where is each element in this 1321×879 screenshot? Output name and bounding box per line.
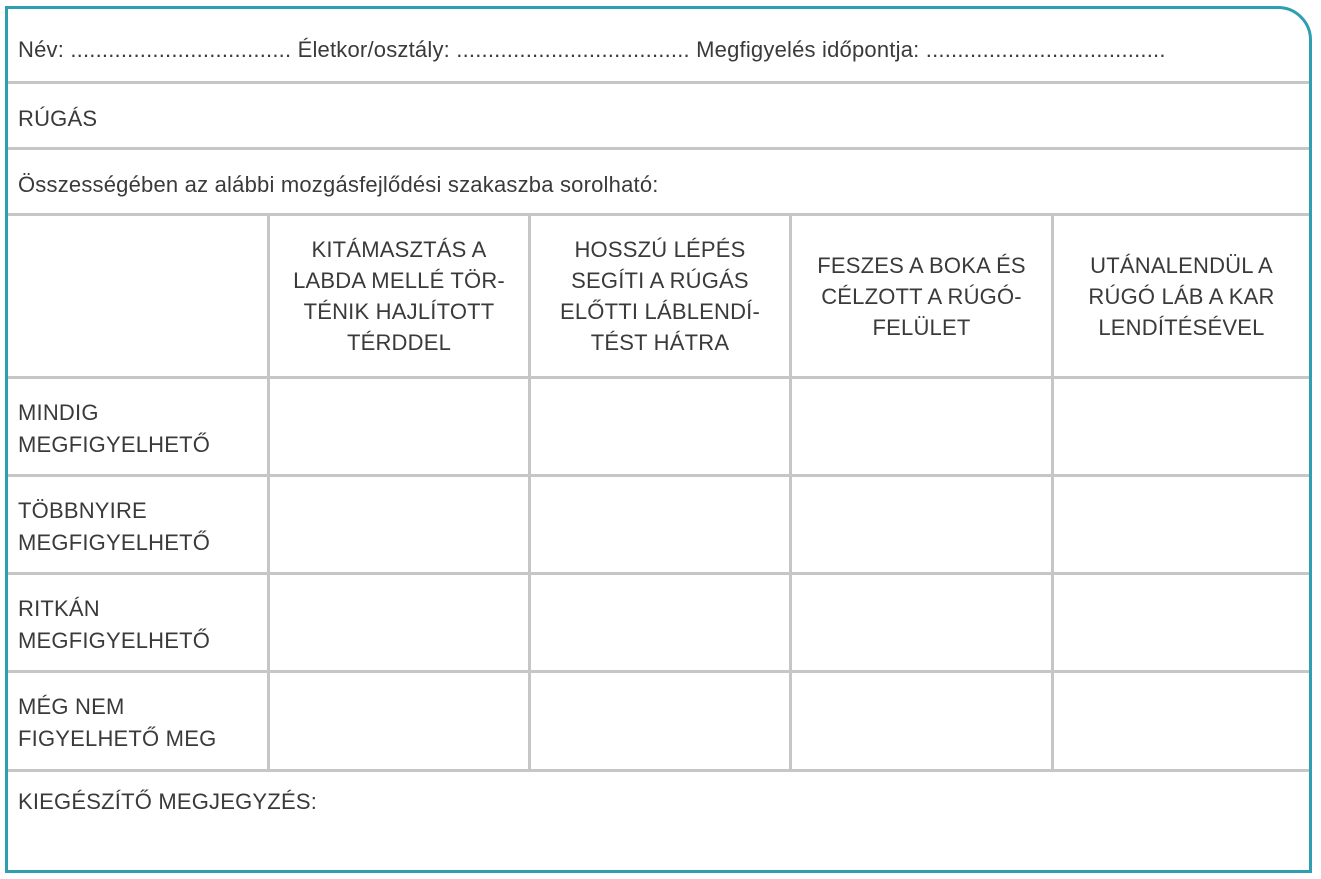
student-info-row (8, 9, 1309, 84)
table-cell[interactable] (1054, 379, 1309, 477)
row-label-text: RITKÁN MEGFIGYELHETŐ (18, 596, 211, 653)
table-cell[interactable] (270, 477, 531, 575)
column-header-text: UTÁNALENDÜL A RÚGÓ LÁB A KAR LENDÍTÉSÉVEL (1088, 252, 1275, 340)
row-label (8, 673, 270, 772)
skill-title-row (8, 84, 1309, 150)
table-cell[interactable] (792, 575, 1054, 673)
summary-text: Összességében az alábbi mozgásfejlődési szakaszba sorolható: (18, 172, 659, 197)
table-cell[interactable] (531, 673, 792, 772)
student-info-line[interactable]: Név: ................................... Életkor/osztály: ..................................... Megfigyelés időpontja: ...................................... (18, 37, 1166, 62)
table-cell[interactable] (270, 379, 531, 477)
row-label-text: MINDIG MEGFIGYELHETŐ (18, 400, 211, 457)
table-cell[interactable] (1054, 477, 1309, 575)
table-cell[interactable] (270, 575, 531, 673)
column-header (792, 216, 1054, 379)
table-cell[interactable] (792, 673, 1054, 772)
table-cell[interactable] (792, 477, 1054, 575)
note-area[interactable] (8, 772, 1309, 870)
column-header (531, 216, 792, 379)
row-label-text: MÉG NEM FIGYELHETŐ MEG (18, 694, 217, 751)
table-cell[interactable] (1054, 673, 1309, 772)
assessment-table (8, 216, 1309, 772)
row-label (8, 379, 270, 477)
column-header (270, 216, 531, 379)
row-label (8, 477, 270, 575)
note-label: KIEGÉSZÍTŐ MEGJEGYZÉS: (18, 789, 318, 814)
column-header-text: HOSSZÚ LÉPÉS SEGÍTI A RÚGÁS ELŐTTI LÁBLENDÍ-TÉST HÁTRA (559, 237, 761, 355)
skill-title: RÚGÁS (18, 106, 98, 131)
summary-row (8, 150, 1309, 216)
table-cell[interactable] (531, 379, 792, 477)
table-cell[interactable] (531, 575, 792, 673)
row-label (8, 575, 270, 673)
row-label-text: TÖBBNYIRE MEGFIGYELHETŐ (18, 498, 211, 555)
observation-form (5, 6, 1312, 873)
column-header-text: FESZES A BOKA ÉS CÉLZOTT A RÚGÓ-FELÜLET (817, 252, 1026, 340)
table-cell[interactable] (270, 673, 531, 772)
column-header-text: KITÁMASZTÁS A LABDA MELLÉ TÖR-TÉNIK HAJLÍTOTT TÉRDDEL (293, 237, 505, 355)
column-header (1054, 216, 1309, 379)
corner-cell (8, 216, 270, 379)
table-cell[interactable] (792, 379, 1054, 477)
table-cell[interactable] (1054, 575, 1309, 673)
table-cell[interactable] (531, 477, 792, 575)
